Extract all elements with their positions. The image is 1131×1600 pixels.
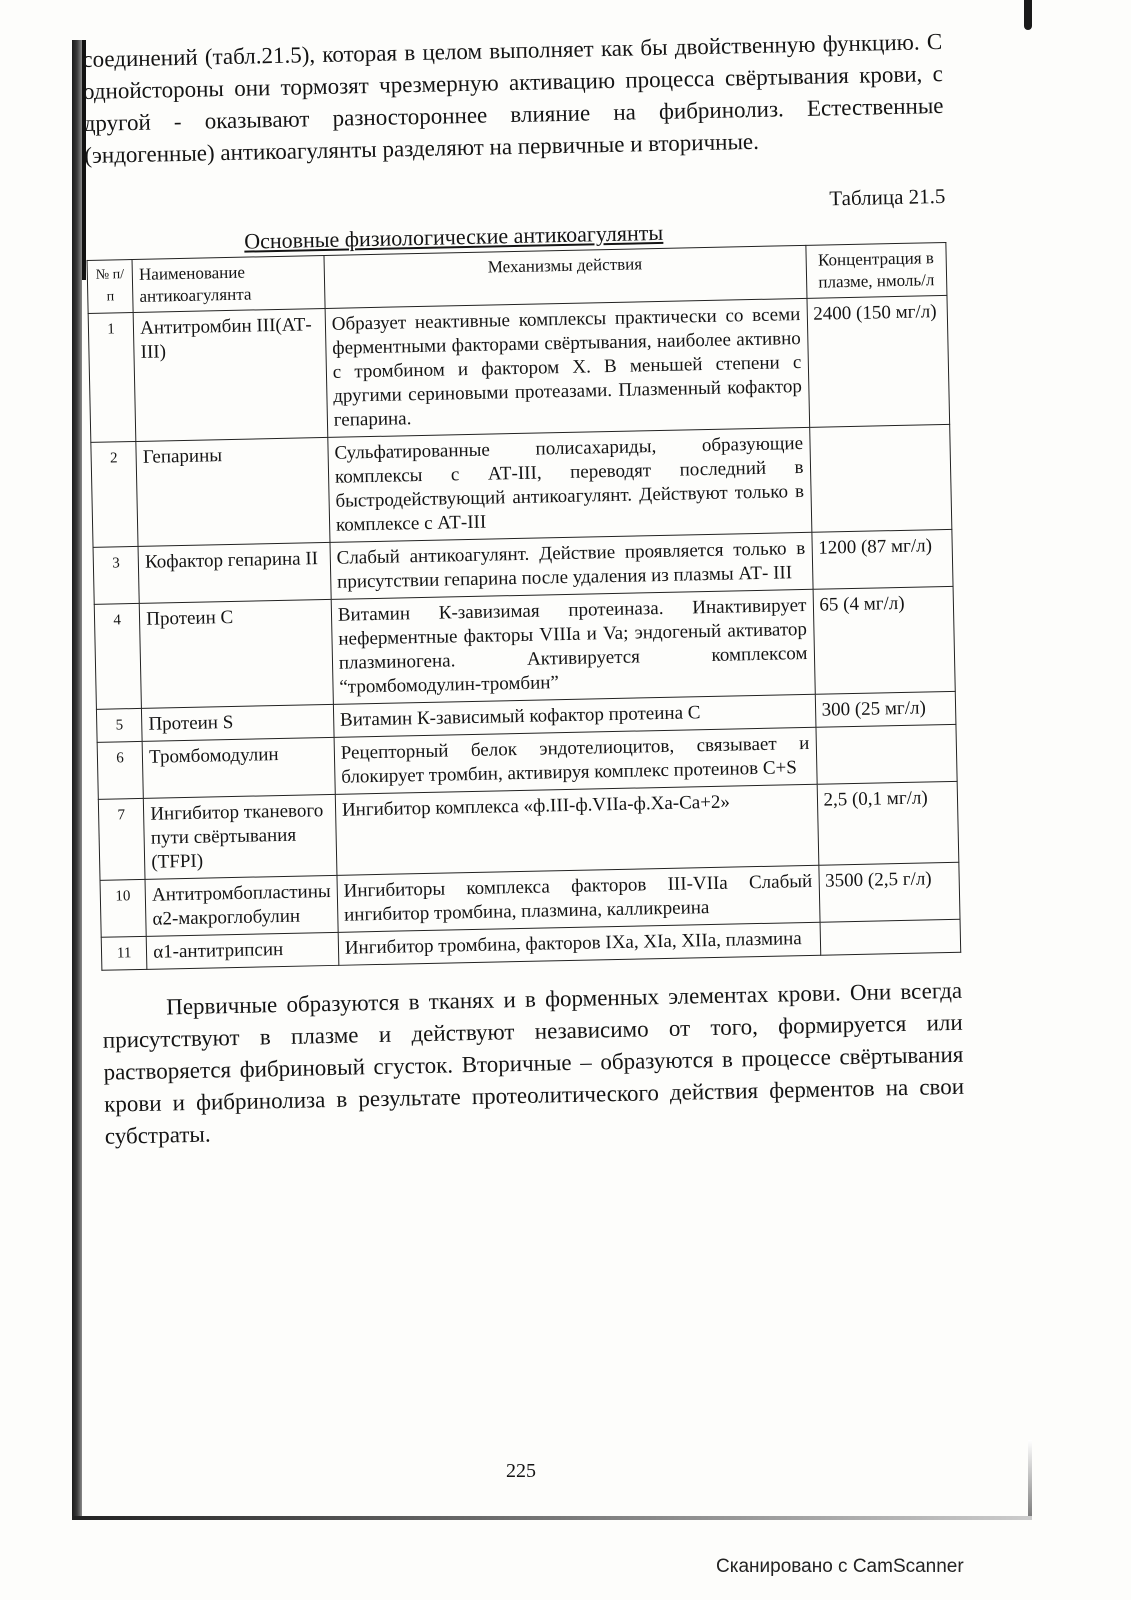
cell-num: 1 (88, 312, 136, 442)
cell-mechanism: Витамин К-завизимая протеиназа. Инактивирует неферментные факторы VIIIa и Va; эндогеный активатор плазминогена. Активируется комплексом “тромбомодулин-тромбин” (331, 589, 815, 704)
cell-mechanism: Рецепторный белок эндотелиоцитов, связывает и блокирует тромбин, активируя комплекс протеинов C+S (334, 727, 817, 794)
cell-concentration: 65 (4 мг/л) (813, 586, 956, 694)
cell-mechanism: Слабый антикоагулянт. Действие проявляется только в присутствии гепарина после удаления из плазмы АТ- III (330, 532, 813, 599)
cell-concentration (820, 919, 961, 955)
cell-concentration (809, 424, 952, 532)
cell-name: Антитромбин III(АТ-III) (133, 308, 327, 441)
table-row (91, 424, 952, 547)
intro-paragraph: соединений (табл.21.5), которая в целом выполняет как бы двойственную функцию. С однойстороны они тормозят чрезмерную активацию процесса свёртывания крови, с другой - оказывают разностороннее влияние на фибринолиз. Естественные (эндогенные) антикоагулянты разделяют на первичные и вторичные. (82, 28, 944, 168)
header-concentration: Концентрация в плазме, нмоль/л (805, 242, 947, 298)
page-edge-mark-right (1028, 1440, 1032, 1520)
header-num: № п/п (87, 259, 133, 313)
cell-mechanism: Ингибитор комплекса «ф.III-ф.VIIa-ф.Xa-Ca+2» (335, 784, 818, 875)
cell-name: Антитромбопластины α2-макроглобулин (145, 875, 338, 936)
table-caption (85, 176, 946, 254)
header-mechanism: Механизмы действия (324, 245, 807, 308)
cell-name: Протеин S (142, 704, 334, 741)
anticoagulants-table (87, 242, 962, 971)
table-title: Основные физиологические антикоагулянты (243, 219, 664, 254)
page-bottom-edge (72, 1516, 1032, 1520)
scanner-watermark: Сканировано с CamScanner (716, 1556, 964, 1577)
cell-concentration (815, 724, 957, 784)
page-content (82, 26, 966, 1176)
cell-num: 3 (93, 546, 139, 604)
cell-mechanism: Сульфатированные полисахариды, образующие комплексы с АТ-III, переводят последний в быстродействующий антикоагулянт. Действуют только в комплексе с АТ-III (328, 427, 812, 542)
cell-mechanism: Ингибиторы комплекса факторов III-VIIa Слабый ингибитор тромбина, плазмина, калликреина (337, 865, 820, 932)
cell-num: 11 (101, 936, 147, 970)
table-row (94, 586, 955, 709)
cell-name: Протеин С (139, 599, 333, 708)
cell-concentration: 300 (25 мг/л) (815, 691, 956, 727)
cell-concentration: 3500 (2,5 г/л) (818, 862, 960, 922)
cell-num: 4 (94, 603, 141, 709)
cell-name: Кофактор гепарина II (138, 542, 331, 603)
cell-num: 6 (97, 741, 143, 799)
cell-num: 10 (100, 879, 146, 937)
cell-mechanism: Ингибитор тромбина, факторов IXa, XIa, XIIa, плазмина (338, 922, 820, 965)
cell-name: Ингибитор тканевого пути свёртывания (TFPI) (143, 794, 336, 879)
cell-num: 7 (98, 798, 145, 880)
cell-name: Гепарины (136, 437, 330, 546)
page-number: 225 (506, 1460, 536, 1482)
table-row (88, 295, 950, 442)
cell-name: Тромбомодулин (142, 737, 335, 798)
cell-mechanism: Витамин К-зависимый кофактор протеина С (333, 694, 815, 737)
closing-paragraph: Первичные образуются в тканях и в форменных элементах крови. Они всегда присутствуют в плазме и действуют независимо от того, формируется или растворяется фибриновый сгусток. Вторичные – образуются в процессе свёртывания крови и фибринолиза в результате протеолитического действия ферментов на свои субстраты. (102, 977, 965, 1149)
book-spine-shadow (72, 40, 82, 1520)
header-name: Наименование антикоагулянта (132, 255, 325, 312)
cell-concentration: 2400 (150 мг/л) (806, 295, 949, 427)
page-edge-mark-top (1024, 0, 1032, 30)
cell-name: α1-антитрипсин (146, 932, 338, 969)
cell-mechanism: Образует неактивные комплексы практически со всеми ферментными факторами свёртывания, наиболее активно с тромбином и фактором Х. В меньшей степени с другими сериновыми протеазами. Плазменный кофактор гепарина. (325, 298, 809, 437)
cell-num: 5 (96, 708, 142, 742)
cell-num: 2 (91, 441, 138, 547)
cell-concentration: 1200 (87 мг/л) (811, 529, 953, 589)
table-number-label: Таблица 21.5 (829, 183, 946, 211)
cell-concentration: 2,5 (0,1 мг/л) (817, 781, 959, 865)
table-body (88, 295, 961, 970)
